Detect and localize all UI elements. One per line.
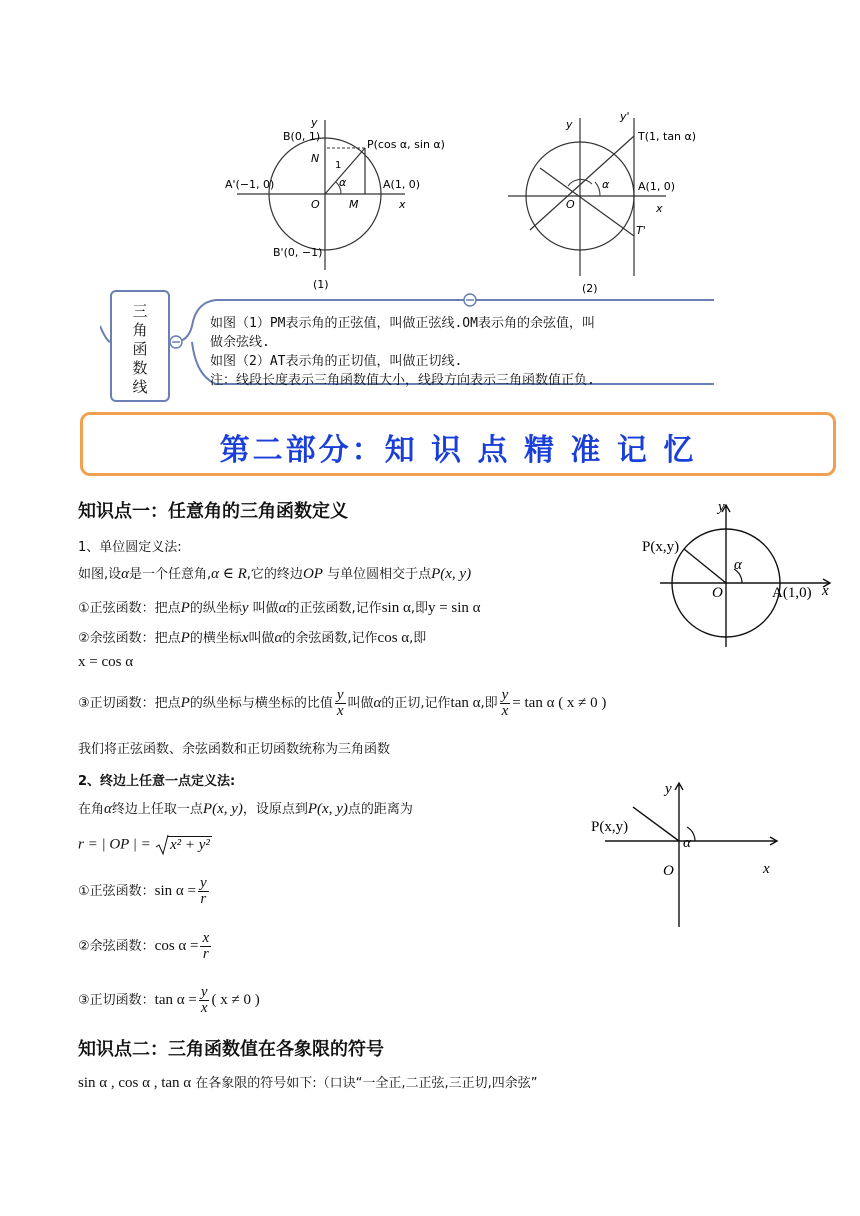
fig1-N-label: N	[311, 152, 320, 165]
text: 的正弦函数,记作	[286, 601, 382, 616]
kp1-sine-line	[78, 597, 481, 617]
text: 点的距离为	[347, 802, 413, 817]
mindmap-root-char: 三	[132, 302, 148, 320]
text: 的余弦函数,记作	[282, 631, 378, 646]
math-r-eq: r = | OP | =	[78, 836, 151, 853]
text: ③正切函数：	[78, 993, 155, 1008]
kp1-definition-line	[78, 563, 471, 583]
text: 的正切,记作	[381, 696, 451, 711]
fraction-y-over-r	[198, 876, 209, 907]
mindmap-line: 如图（1）PM表示角的正弦值，叫做正弦线.OM表示角的余弦值，叫	[210, 316, 595, 331]
text: 如图,设	[78, 567, 122, 582]
text: 的纵坐标与横坐标的比值	[189, 696, 333, 711]
math-alpha: α	[278, 600, 287, 616]
fig2-x-label: x	[656, 202, 663, 215]
math-tan-cond: = tan α ( x ≠ 0 )	[512, 695, 607, 711]
mindmap-line: 如图（2）AT表示角的正切值，叫做正切线.	[210, 354, 463, 369]
fraction-y-over-x	[199, 985, 210, 1016]
mindmap-root-char: 角	[132, 321, 148, 339]
fig2-alpha-label: α	[602, 178, 610, 191]
math-alpha: α	[104, 801, 112, 817]
text: 在角	[78, 802, 105, 817]
fraction-x-over-r	[200, 931, 211, 962]
fig3-O-label: O	[712, 585, 723, 601]
text: ,即	[410, 601, 428, 616]
math-alpha: α	[274, 630, 283, 646]
math-y: y	[241, 600, 249, 616]
math-cos-alpha: cos α	[377, 630, 410, 646]
fig1-Aprime-label: A'(−1, 0)	[225, 178, 275, 191]
kp1-r-sine	[78, 876, 211, 907]
mindmap-root-char: 数	[132, 359, 148, 377]
fig1-O-label: O	[311, 198, 320, 211]
math-P: P	[180, 600, 190, 616]
fig2-T-label: T(1, tan α)	[638, 130, 697, 143]
math-Pxy: P(x, y)	[202, 801, 243, 817]
math-sin-alpha: sin α	[381, 600, 411, 616]
kp1-heading: 知识点一：任意角的三角函数定义	[78, 501, 348, 522]
text: 是一个任意角,	[129, 567, 212, 582]
fig2-caption: (2)	[582, 282, 598, 295]
fig1-x-label: x	[399, 198, 406, 211]
math-cos-eq: cos α =	[154, 938, 199, 954]
frac-den: r	[200, 891, 207, 907]
fig1-A-label: A(1, 0)	[383, 178, 421, 191]
kp2-line	[78, 1072, 538, 1092]
kp1-sub1: 1、单位圆定义法:	[78, 540, 182, 555]
frac-den: r	[202, 946, 209, 962]
kp1-tangent-line	[78, 688, 606, 719]
math-sqrt-body: x² + y²	[169, 836, 210, 853]
math-P: P	[180, 695, 190, 711]
fig3-alpha-label: α	[734, 557, 742, 573]
math-x: x	[241, 630, 249, 646]
math-cond: ( x ≠ 0 )	[211, 992, 260, 1008]
text: 的纵坐标	[189, 601, 242, 616]
fig3-A-label: A(1,0)	[772, 585, 812, 601]
fig2-yprime-label: y'	[620, 110, 630, 123]
figure-terminal-side-point	[585, 775, 785, 931]
text: ①正弦函数：把点	[78, 601, 181, 616]
kp1-cosine-line	[78, 627, 426, 647]
fig1-one-label: 1	[335, 160, 342, 171]
frac-den: x	[200, 1000, 208, 1016]
math-sin-cos-tan-list: sin α , cos α , tan α	[78, 1075, 192, 1091]
frac-num: y	[199, 875, 207, 891]
frac-num: y	[336, 687, 344, 703]
kp2-heading: 知识点二：三角函数值在各象限的符号	[78, 1039, 384, 1060]
frac-num: y	[501, 687, 509, 703]
frac-num: x	[202, 930, 210, 946]
mindmap-root-char: 函	[132, 340, 148, 358]
text: ②余弦函数：把点	[78, 631, 181, 646]
text: ,即	[409, 631, 427, 646]
sqrt-sign-icon	[155, 834, 169, 856]
frac-num: y	[200, 984, 208, 1000]
frac-den: x	[336, 703, 344, 719]
figure-unit-circle-tangent	[500, 108, 700, 298]
frac-den: x	[501, 703, 509, 719]
text: ,它的终边	[246, 567, 303, 582]
section-banner-title: 第二部分：知 识 点 精 准 记 忆	[219, 433, 697, 468]
fraction-y-over-x	[500, 688, 511, 719]
math-Pxy: P(x, y)	[307, 801, 348, 817]
fig4-O-label: O	[663, 863, 674, 879]
kp1-r-formula	[78, 834, 212, 856]
text: ②余弦函数：	[78, 939, 155, 954]
fig1-P-label: P(cos α, sin α)	[367, 138, 445, 151]
fig4-alpha-label: α	[683, 835, 691, 851]
math-alpha-in-R: α ∈ R	[211, 566, 247, 582]
fig1-M-label: M	[349, 198, 359, 211]
fig2-O-label: O	[566, 198, 575, 211]
fig2-y-label: y	[566, 118, 573, 131]
math-sin-eq: sin α =	[154, 883, 196, 899]
text: ①正弦函数：	[78, 884, 155, 899]
fraction-y-over-x	[335, 688, 346, 719]
math-alpha: α	[373, 695, 382, 711]
math-tan-alpha: tan α	[450, 695, 481, 711]
kp1-summary: 我们将正弦函数、余弦函数和正切函数统称为三角函数	[78, 742, 391, 757]
fig1-B-label: B(0, 1)	[283, 130, 321, 143]
text: 叫做	[248, 631, 275, 646]
fig1-caption: (1)	[313, 278, 329, 291]
math-OP: OP	[302, 566, 323, 582]
math-tan-eq: tan α =	[154, 992, 197, 1008]
mindmap-line: 注：线段长度表示三角函数值大小，线段方向表示三角函数值正负.	[210, 373, 595, 388]
math-alpha: α	[121, 566, 130, 582]
kp1-point-line	[78, 798, 413, 818]
mindmap-root-char: 线	[132, 378, 148, 396]
mindmap-line: 做余弦线.	[210, 335, 270, 350]
text: 与单位圆相交于点	[327, 567, 432, 582]
fig3-x-label: x	[822, 583, 829, 599]
text: 叫做	[252, 601, 279, 616]
mindmap-root-box	[110, 290, 170, 402]
fig3-y-label: y	[718, 499, 725, 515]
text: ，设原点到	[242, 802, 308, 817]
section-banner	[80, 412, 836, 476]
kp1-sub2: 2、终边上任意一点定义法:	[78, 774, 236, 789]
kp1-r-cosine	[78, 931, 213, 962]
fig1-y-label: y	[311, 116, 318, 129]
fig4-y-label: y	[665, 781, 672, 797]
fig1-Bprime-label: B'(0, −1)	[273, 246, 323, 259]
fig4-P-label: P(x,y)	[591, 819, 629, 835]
math-x-eq-cos: x = cos α	[78, 654, 134, 670]
text: 的横坐标	[189, 631, 242, 646]
fig2-A-label: A(1, 0)	[638, 180, 676, 193]
figure-unit-circle-point	[630, 495, 840, 655]
fig3-P-label: P(x,y)	[642, 539, 680, 555]
figure-unit-circle-sine-cosine	[215, 112, 455, 294]
text: 在各象限的符号如下:（口诀“一全正,二正弦,三正切,四余弦”	[195, 1076, 538, 1091]
math-P: P	[180, 630, 190, 646]
text: ③正切函数：把点	[78, 696, 181, 711]
math-Pxy: P(x, y)	[431, 566, 472, 582]
kp1-r-tangent	[78, 985, 260, 1016]
text: 终边上任取一点	[111, 802, 203, 817]
fig1-alpha-label: α	[339, 176, 347, 189]
fig2-Tprime-label: T'	[636, 224, 646, 237]
text: ,即	[480, 696, 498, 711]
math-y-eq-sin: y = sin α	[427, 600, 481, 616]
fig4-x-label: x	[763, 861, 770, 877]
text: 叫做	[347, 696, 374, 711]
